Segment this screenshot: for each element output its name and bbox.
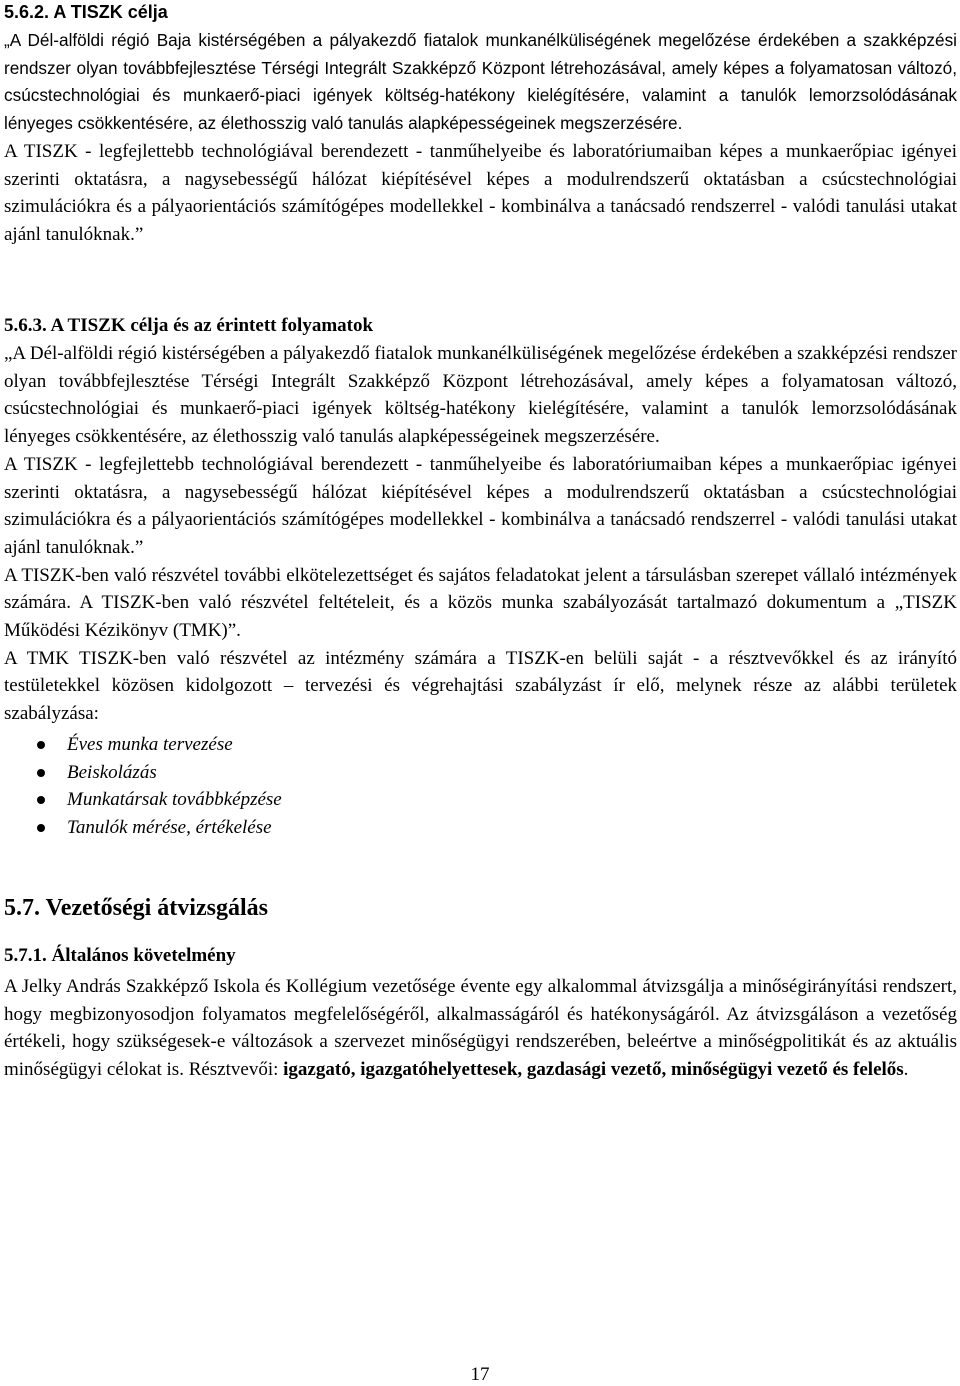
bullet-list xyxy=(4,731,282,842)
paragraph: A TISZK - legfejlettebb technológiával berendezett - tanműhelyeibe és laboratóriumaiban képes a munkaerőpiac igényei szerinti oktatásra, a nagysebességű hálózat kiépítésével képes a modulrendszerű oktatásban a csúcstechnológiai szimulációkra és a pályaorientációs számítógépes modellekkel - kombinálva a tanácsadó rendszerrel - valódi tanulási utakat ajánl tanulóknak.” xyxy=(4,453,957,558)
page-number: 17 xyxy=(470,1364,490,1385)
list-item: Éves munka tervezése xyxy=(4,731,282,759)
bullet-icon xyxy=(37,824,45,832)
section-5-6-3-heading: 5.6.3. A TISZK célja és az érintett folyamatok xyxy=(4,315,374,336)
list-item: Beiskolázás xyxy=(4,759,282,787)
bullet-icon xyxy=(37,741,45,749)
paragraph: A TMK TISZK-ben való részvétel az intézmény számára a TISZK-en belüli saját - a résztvevőkkel és az irányító testületekkel közösen kidolgozott – tervezési és végrehajtási szabályzást ír elő, melynek része az alábbi területek szabályzása: xyxy=(4,647,957,725)
section-5-7-1-heading: 5.7.1. Általános követelmény xyxy=(4,945,236,966)
bullet-icon xyxy=(37,796,45,804)
section-5-6-2-heading: 5.6.2. A TISZK célja xyxy=(4,2,168,22)
bullet-icon xyxy=(37,769,45,777)
paragraph: A TISZK - legfejlettebb technológiával berendezett - tanműhelyeibe és laboratóriumaiban képes a munkaerőpiac igényei szerinti oktatásra, a nagysebességű hálózat kiépítésével képes a modulrendszerű oktatásban a csúcstechnológiai szimulációkra és a pályaorientációs számítógépes modellekkel - kombinálva a tanácsadó rendszerrel - valódi tanulási utakat ajánl tanulóknak.” xyxy=(4,140,957,245)
section-5-6-3-body xyxy=(4,340,957,728)
list-item: Tanulók mérése, értékelése xyxy=(4,814,282,842)
section-5-7-1-body xyxy=(4,973,957,1084)
participants-list: igazgató, igazgatóhelyettesek, gazdasági vezető, minőségügyi vezető és felelős xyxy=(283,1059,904,1081)
paragraph: „A Dél-alföldi régió kistérségében a pályakezdő fiatalok munkanélküliségének megelőzése érdekében a szakképzési rendszer olyan továbbfejlesztése Térségi Integrált Szakképző Központ létrehozásával, amely képes a folyamatosan változó, csúcstechnológiai és munkaerő-piaci igények költség-hatékony kielégítésére, valamint a tanulók lemorzsolódásának lényeges csökkentésére, az élethosszig való tanulás alapképességeinek megszerzésére. xyxy=(4,343,957,448)
list-item: Munkatársak továbbképzése xyxy=(4,786,282,814)
paragraph: A Jelky András Szakképző Iskola és Kollégium vezetősége évente egy alkalommal átvizsgálja a minőségirányítási rendszert, hogy megbizonyosodjon folyamatos megfelelőségéről, alkalmasságáról és hatékonyságáról. Az átvizsgáláson a vezetőség értékeli, hogy szükségesek-e változások a szervezet minőségügyi rendszerében, beleértve a minőségpolitikát és az aktuális minőségügyi célokat is. Résztvevői: igazgató, igazgatóhelyettesek, gazdasági vezető, minőségügyi vezető és felelős. xyxy=(4,976,957,1081)
section-5-6-2-body xyxy=(4,27,957,249)
paragraph: A TISZK-ben való részvétel további elkötelezettséget és sajátos feladatokat jelent a társulásban szerepet vállaló intézmények számára. A TISZK-ben való részvétel feltételeit, és a közös munka szabályozását tartalmazó dokumentum a „TISZK Működési Kézikönyv (TMK)”. xyxy=(4,564,957,642)
paragraph: „A Dél-alföldi régió Baja kistérségében a pályakezdő fiatalok munkanélküliségének megelőzése érdekében a szakképzési rendszer olyan továbbfejlesztése Térségi Integrált Szakképző Központ létrehozásával, amely képes a folyamatosan változó, csúcstechnológiai és munkaerő-piaci igények költség-hatékony kielégítésére, valamint a tanulók lemorzsolódásának lényeges csökkentésére, az élethosszig való tanulás alapképességeinek megszerzésére. xyxy=(4,30,957,134)
section-5-7-heading: 5.7. Vezetőségi átvizsgálás xyxy=(4,895,268,921)
participants-label: Résztvevői: xyxy=(188,1059,279,1081)
